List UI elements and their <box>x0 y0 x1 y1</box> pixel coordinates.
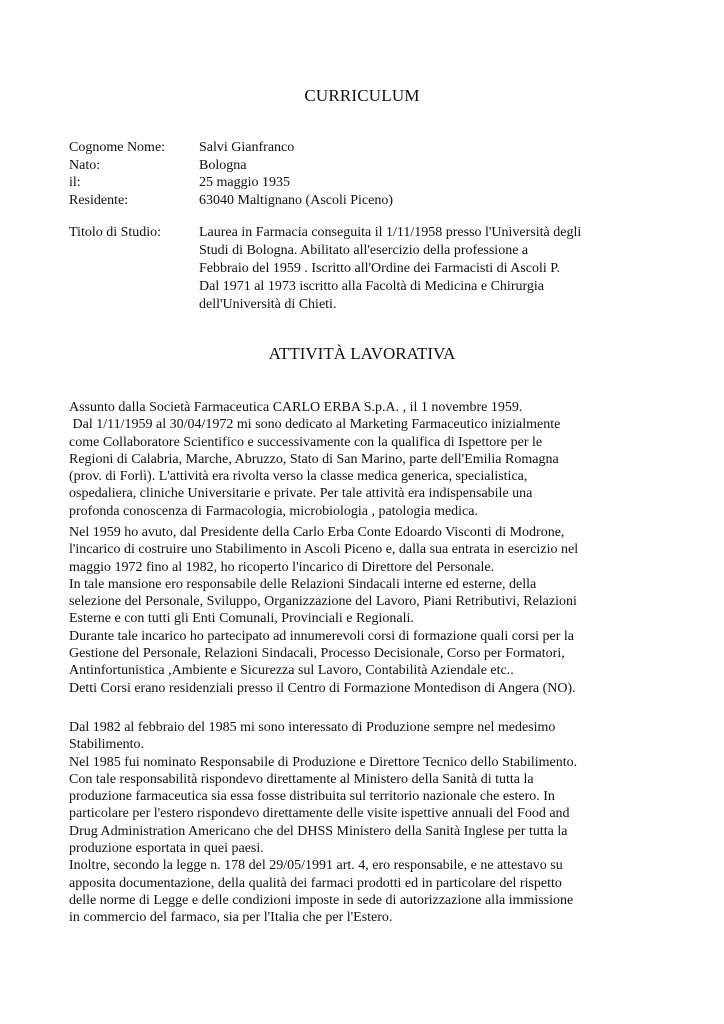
info-row-residence <box>69 192 393 210</box>
text-line: Assunto dalla Società Farmaceutica CARLO ERBA S.p.A. , il 1 novembre 1959. <box>69 400 523 415</box>
text-line: Con tale responsabilità rispondevo direttamente al Ministero della Sanità di tutta la <box>69 771 534 787</box>
text-line: delle norme di Legge e delle condizioni imposte in sede di autorizzazione alla immissione <box>69 892 574 908</box>
text-line: (prov. di Forlì). L'attività era rivolta verso la classe medica generica, specialistica, <box>69 469 528 485</box>
text-line: dell'Università di Chieti. <box>199 297 337 312</box>
info-value: Salvi Gianfranco <box>199 140 295 155</box>
text-line: Detti Corsi erano residenziali presso il Centro di Formazione Montedison di Angera (NO). <box>69 680 576 696</box>
info-value: 25 maggio 1935 <box>199 175 290 190</box>
text-line: Studi di Bologna. Abilitato all'esercizio della professione a <box>199 243 529 258</box>
text-line: selezione del Personale, Sviluppo, Organizzazione del Lavoro, Piani Retributivi, Relazioni <box>69 594 577 610</box>
text-line: Stabilimento. <box>69 737 145 753</box>
text-line: Nel 1959 ho avuto, dal Presidente della Carlo Erba Conte Edoardo Visconti di Modrone, <box>69 525 565 540</box>
info-row-birthplace <box>69 157 393 175</box>
study-text <box>199 224 609 314</box>
paragraph-1 <box>69 399 669 520</box>
info-value: Bologna <box>199 157 247 173</box>
text-line: Dal 1/11/1959 al 30/04/1972 mi sono dedicato al Marketing Farmaceutico inizialmente <box>69 417 561 433</box>
text-line: Nel 1985 fui nominato Responsabile di Produzione e Direttore Tecnico dello Stabilimento. <box>69 754 578 770</box>
text-line: profonda conoscenza di Farmacologia, microbiologia , patologia medica. <box>69 503 478 519</box>
text-line: particolare per l'estero rispondevo direttamente delle visite ispettive annuali del Food and <box>69 806 570 822</box>
text-line: Gestione del Personale, Relazioni Sindacali, Processo Decisionale, Corso per Formatori, <box>69 646 565 662</box>
text-line: Durante tale incarico ho partecipato ad innumerevoli corsi di formazione quali corsi per la <box>69 628 574 644</box>
text-line: Esterne e con tutti gli Enti Comunali, Provinciali e Regionali. <box>69 611 414 627</box>
text-line: In tale mansione ero responsabile delle Relazioni Sindacali interne ed esterne, della <box>69 576 537 592</box>
text-line: Febbraio del 1959 . Iscritto all'Ordine dei Farmacisti di Ascoli P. <box>199 261 561 276</box>
text-line: l'incarico di costruire uno Stabilimento in Ascoli Piceno e, dalla sua entrata in esercizio nel <box>69 542 579 558</box>
text-line: Dal 1982 al febbraio del 1985 mi sono interessato di Produzione sempre nel medesimo <box>69 720 556 735</box>
text-line: in commercio del farmaco, sia per l'Italia che per l'Estero. <box>69 910 393 926</box>
text-line: Dal 1971 al 1973 iscritto alla Facoltà di Medicina e Chirurgia <box>199 279 544 294</box>
text-line: Drug Administration Americano che del DHSS Ministero della Sanità Inglese per tutta la <box>69 823 568 839</box>
section-title-work: ATTIVITÀ LAVORATIVA <box>268 344 456 363</box>
text-line: produzione esportata in quei paesi. <box>69 841 264 857</box>
study-label: Titolo di Studio: <box>69 225 162 240</box>
info-label: il: <box>69 175 81 190</box>
text-line: Laurea in Farmacia conseguita il 1/11/1958 presso l'Università degli <box>199 225 582 240</box>
text-line: produzione farmaceutica sia essa fosse distribuita sul territorio nazionale che estero. In <box>69 789 555 805</box>
paragraph-3 <box>69 719 669 927</box>
personal-info <box>69 139 393 209</box>
text-line: come Collaboratore Scientifico e successivamente con la qualifica di Ispettore per le <box>69 434 543 450</box>
info-label: Cognome Nome: <box>69 140 166 155</box>
paragraph-2 <box>69 524 669 697</box>
text-line: apposita documentazione, della qualità dei farmaci prodotti ed in particolare del rispetto <box>69 875 562 891</box>
document-title: CURRICULUM <box>304 86 420 105</box>
info-row-name <box>69 139 393 157</box>
study-section <box>69 224 609 314</box>
info-value: 63040 Maltignano (Ascoli Piceno) <box>199 192 394 208</box>
info-row-birthdate <box>69 174 393 192</box>
text-line: Inoltre, secondo la legge n. 178 del 29/05/1991 art. 4, ero responsabile, e ne attestavo su <box>69 858 563 874</box>
text-line: Regioni di Calabria, Marche, Abruzzo, Stato di San Marino, parte dell'Emilia Romagna <box>69 451 559 467</box>
info-label: Nato: <box>69 157 101 173</box>
text-line: ospedaliera, cliniche Universitarie e private. Per tale attività era indispensabile una <box>69 486 533 502</box>
text-line: maggio 1972 fino al 1982, ho ricoperto l'incarico di Direttore del Personale. <box>69 559 495 575</box>
info-label: Residente: <box>69 192 129 208</box>
text-line: Antinfortunistica ,Ambiente e Sicurezza sul Lavoro, Contabilità Aziendale etc.. <box>69 663 514 679</box>
